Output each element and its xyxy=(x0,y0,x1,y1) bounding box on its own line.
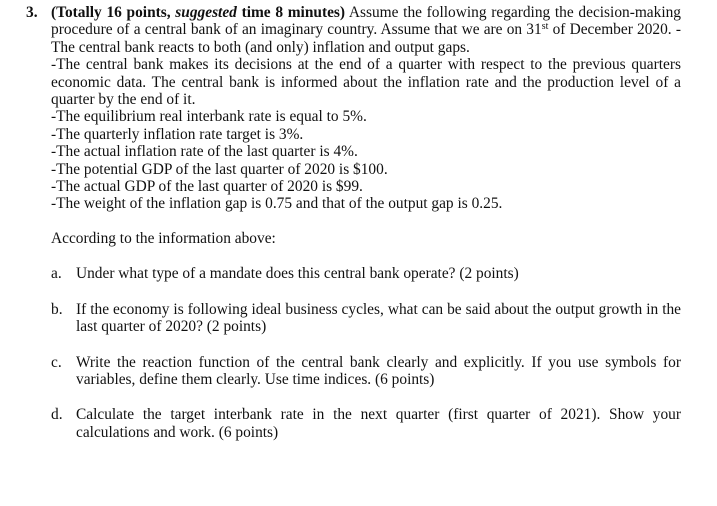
part-label: c. xyxy=(51,353,62,371)
part-label: b. xyxy=(51,300,63,318)
part-text: Calculate the target interbank rate in the next quarter (first quarter of 2021). Show your calculations and work. (6 points) xyxy=(76,406,681,441)
part-text: Under what type of a mandate does this central bank operate? (2 points) xyxy=(76,265,519,283)
lead-in: According to the information above: xyxy=(51,229,276,247)
intro-text-2: of December 2020. -The central bank reacts to both (and only) inflation and output gaps. xyxy=(51,21,681,56)
question-intro xyxy=(51,4,681,56)
header-italic: suggested xyxy=(175,4,237,21)
assumption-1: -The central bank makes its decisions at the end of a quarter with respect to the previous quarters economic data. The central bank is informed about the inflation rate and the production level of a quarter by the end of it. xyxy=(51,56,681,109)
assumption-2: -The equilibrium real interbank rate is equal to 5%. xyxy=(51,108,367,126)
part-text: If the economy is following ideal business cycles, what can be said about the output growth in the last quarter of 2020? (2 points) xyxy=(76,300,681,336)
part-label: a. xyxy=(51,265,62,283)
question-block xyxy=(26,4,681,441)
part-d xyxy=(51,406,681,441)
assumption-7: -The weight of the inflation gap is 0.75 and that of the output gap is 0.25. xyxy=(51,195,503,213)
intro-superscript: st xyxy=(541,21,549,33)
assumption-4: -The actual inflation rate of the last quarter is 4%. xyxy=(51,143,358,161)
part-a xyxy=(51,265,681,282)
part-label: d. xyxy=(51,406,63,424)
assumption-6: -The actual GDP of the last quarter of 2020 is $99. xyxy=(51,178,363,196)
intro-text-1: Assume the following regarding the decision-making procedure of a central bank of an imaginary country. Assume that we are on 31 xyxy=(51,4,681,39)
question-body xyxy=(51,4,681,441)
question-number: 3. xyxy=(26,4,38,21)
part-c xyxy=(51,354,681,389)
question-header: (Totally 16 points, suggested time 8 minutes) xyxy=(51,4,346,21)
assumption-5: -The potential GDP of the last quarter of 2020 is $100. xyxy=(51,160,388,178)
part-text: Write the reaction function of the central bank clearly and explicitly. If you use symbols for variables, define them clearly. Use time indices. (6 points) xyxy=(76,353,681,388)
part-b xyxy=(51,301,681,336)
assumption-3: -The quarterly inflation rate target is 3%. xyxy=(51,125,304,143)
